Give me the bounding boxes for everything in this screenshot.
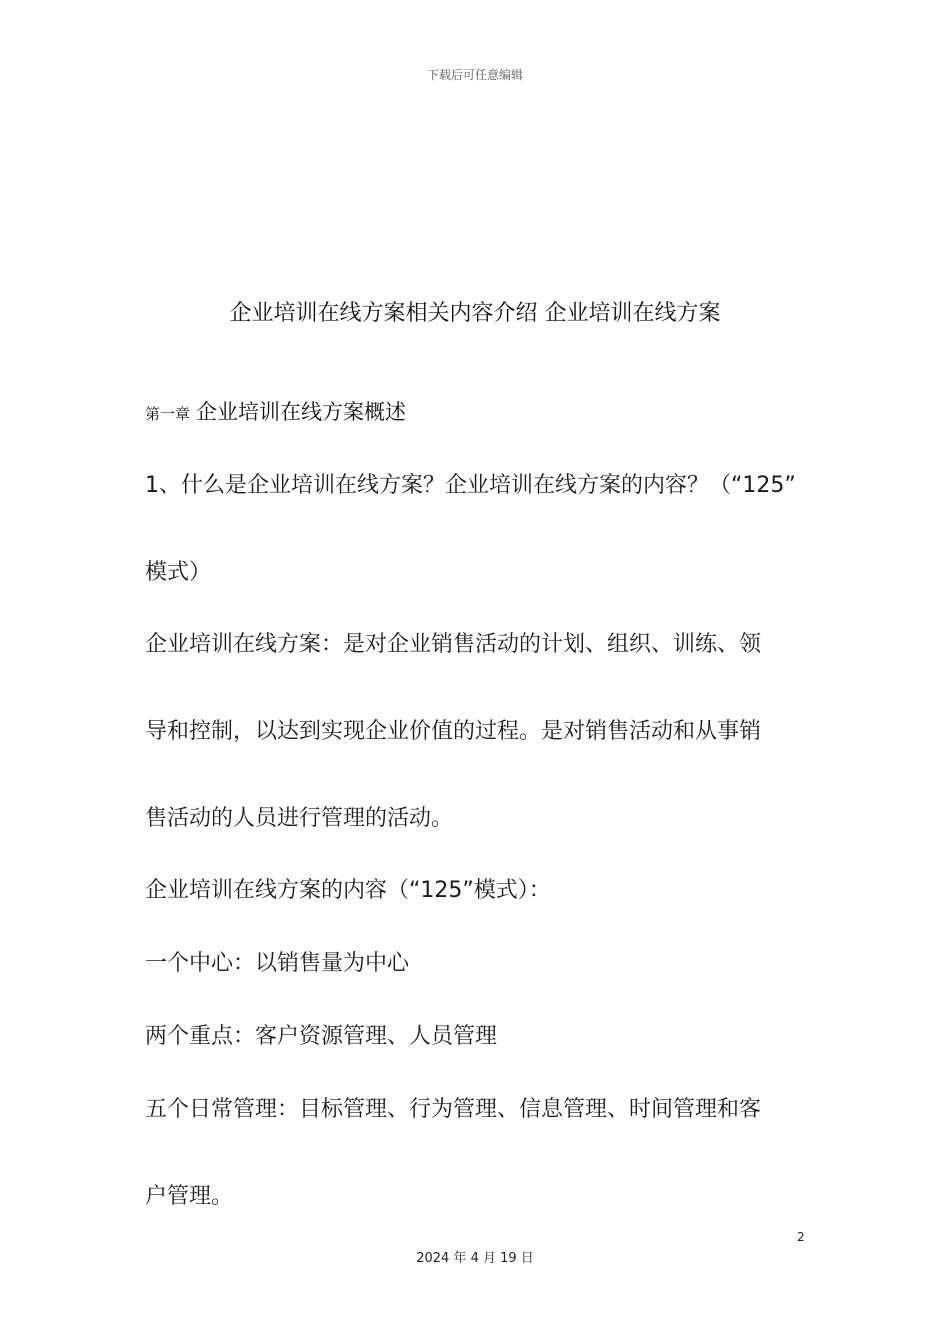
page-header-note: 下载后可任意编辑: [426, 68, 523, 82]
content-item-3-line-2: 户管理。: [145, 1184, 234, 1209]
content-heading: 企业培训在线方案的内容（“125”模式）：: [145, 878, 551, 903]
document-title: 企业培训在线方案相关内容介绍 企业培训在线方案: [229, 301, 721, 326]
question-line-2: 模式）: [145, 560, 212, 585]
page-number: 2: [797, 1230, 805, 1244]
definition-text-1: 是对企业销售活动的计划、组织、训练、领: [343, 632, 762, 657]
content-item-1: 一个中心：以销售量为中心: [145, 951, 410, 976]
footer-date: 2024 年 4 月 19 日: [416, 1251, 534, 1266]
content-item-3-line-1: 五个日常管理：目标管理、行为管理、信息管理、时间管理和客: [145, 1097, 762, 1122]
question-line-1: 1、什么是企业培训在线方案？企业培训在线方案的内容？（“125”: [145, 473, 796, 498]
chapter-number: 第一章: [145, 405, 191, 423]
content-item-2: 两个重点：客户资源管理、人员管理: [145, 1024, 498, 1049]
definition-line-1: [145, 627, 761, 658]
definition-line-3: 售活动的人员进行管理的活动。: [145, 806, 454, 831]
definition-line-2: 导和控制，以达到实现企业价值的过程。是对销售活动和从事销: [145, 719, 762, 744]
definition-term: 企业培训在线方案：: [145, 632, 344, 657]
chapter-heading: [145, 396, 406, 426]
chapter-name: 企业培训在线方案概述: [196, 400, 407, 424]
